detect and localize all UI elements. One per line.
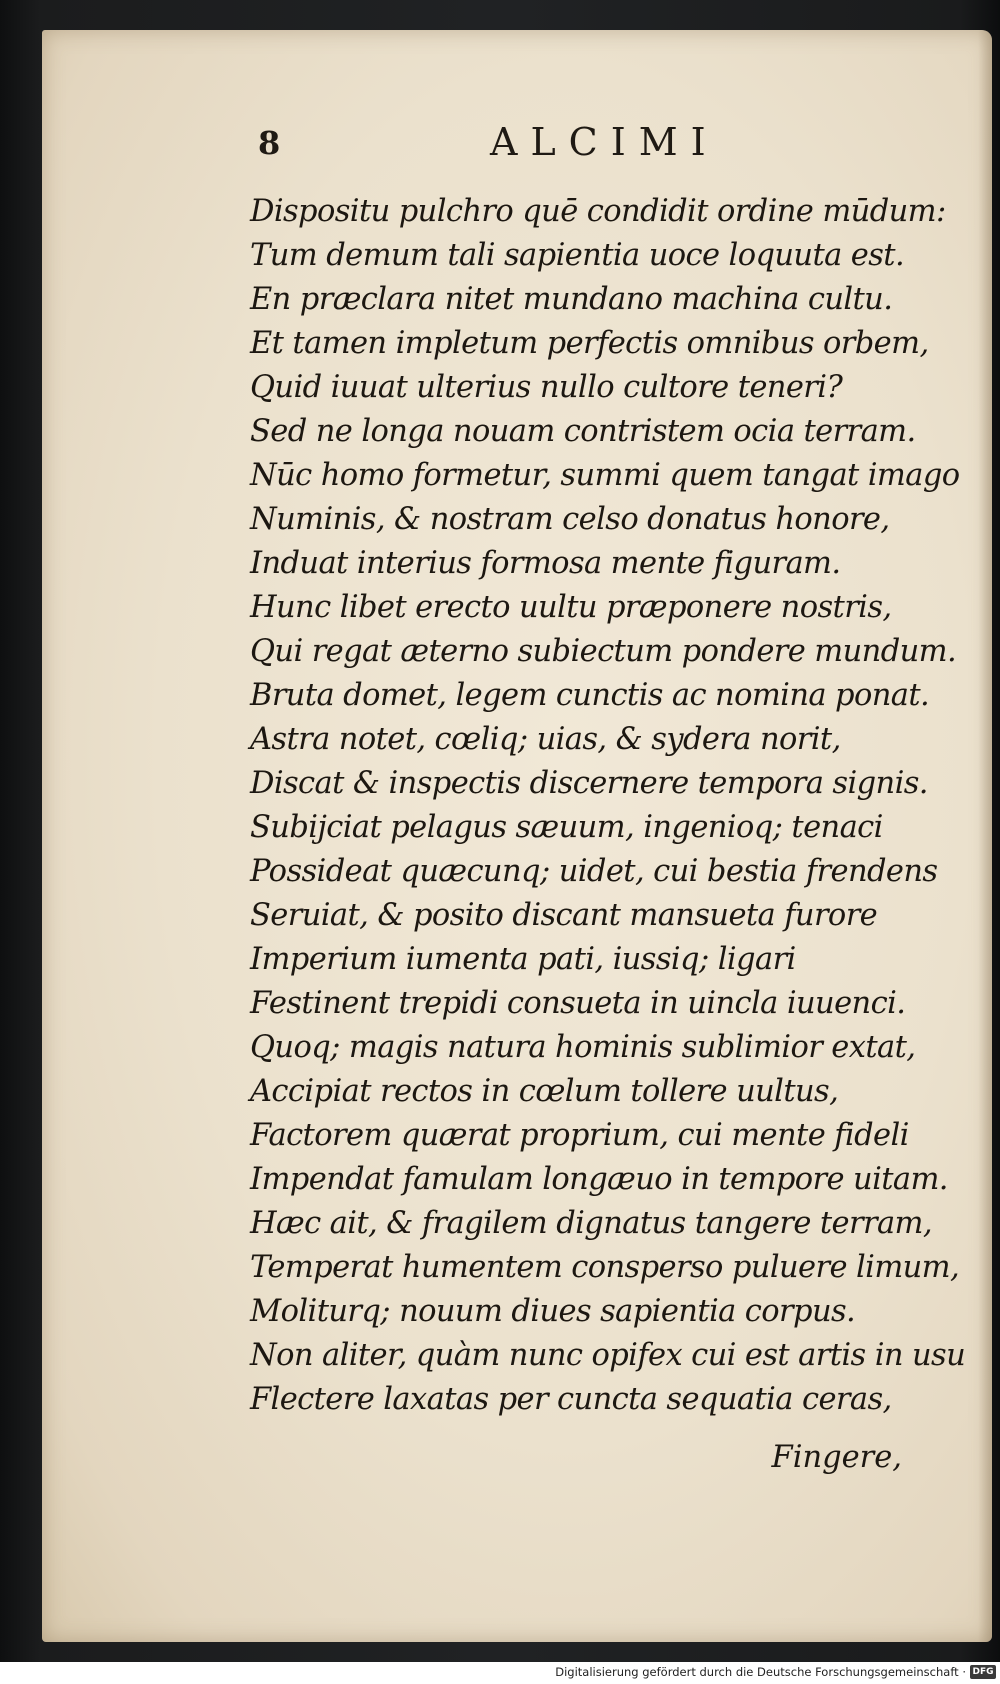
page-number: 8: [258, 124, 281, 162]
verse-line: Sed ne longa nouam contristem ocia terram.: [250, 414, 916, 449]
verse-line: Quoq; magis natura hominis sublimior extat,: [250, 1030, 916, 1065]
verse-line: Hæc ait, & fragilem dignatus tangere terram,: [250, 1206, 932, 1241]
verse-line: Quid iuuat ulterius nullo cultore teneri?: [250, 370, 843, 405]
catchword: Fingere,: [771, 1440, 902, 1475]
verse-line: Temperat humentem consperso puluere limum,: [250, 1250, 960, 1285]
verse-line: Induat interius formosa mente figuram.: [250, 546, 841, 581]
verse-line: Tum demum tali sapientia uoce loquuta est.: [250, 238, 905, 273]
verse-line: Discat & inspectis discernere tempora signis.: [250, 766, 928, 801]
dfg-logo: [970, 1665, 996, 1679]
verse-line: Accipiat rectos in cœlum tollere uultus,: [250, 1074, 839, 1109]
verse-line: Astra notet, cœliq; uias, & sydera norit,: [250, 722, 841, 757]
verse-line: Dispositu pulchro quē condidit ordine mūdum:: [250, 194, 946, 229]
page-edge-shadow: [978, 30, 992, 1642]
running-head: ALCIMI: [490, 120, 719, 164]
page-header: [42, 118, 992, 178]
verse-line: Possideat quæcunq; uidet, cui bestia frendens: [250, 854, 938, 889]
verse-line: Qui regat æterno subiectum pondere mundum.: [250, 634, 957, 669]
verse-line: Moliturq; nouum diues sapientia corpus.: [250, 1294, 856, 1329]
verse-line: Imperium iumenta pati, iussiq; ligari: [250, 942, 796, 977]
verse-line: Seruiat, & posito discant mansueta furore: [250, 898, 878, 933]
book-page: [42, 30, 992, 1642]
verse-line: Nūc homo formetur, summi quem tangat imago: [250, 458, 960, 493]
dfg-logo-text: DFG: [972, 1667, 994, 1677]
verse-line: Factorem quærat proprium, cui mente fideli: [250, 1118, 909, 1153]
verse-line: En præclara nitet mundano machina cultu.: [250, 282, 893, 317]
verse-line: Impendat famulam longæuo in tempore uitam.: [250, 1162, 948, 1197]
verse-line: Subijciat pelagus sæuum, ingenioq; tenaci: [250, 810, 883, 845]
verse-line: Festinent trepidi consueta in uincla iuuenci.: [250, 986, 906, 1021]
verse-line: Non aliter, quàm nunc opifex cui est artis in usu: [250, 1338, 966, 1373]
verse-line: Bruta domet, legem cunctis ac nomina ponat.: [250, 678, 930, 713]
verse-line: Et tamen impletum perfectis omnibus orbem,: [250, 326, 929, 361]
footer-credit: Digitalisierung gefördert durch die Deutsche Forschungsgemeinschaft ·: [555, 1665, 966, 1679]
verse-line: Hunc libet erecto uultu præponere nostris,: [250, 590, 892, 625]
verse-line: Numinis, & nostram celso donatus honore,: [250, 502, 890, 537]
verse-block: [250, 190, 966, 1422]
footer-bar: [0, 1662, 1000, 1684]
verse-line: Flectere laxatas per cuncta sequatia ceras,: [250, 1382, 892, 1417]
